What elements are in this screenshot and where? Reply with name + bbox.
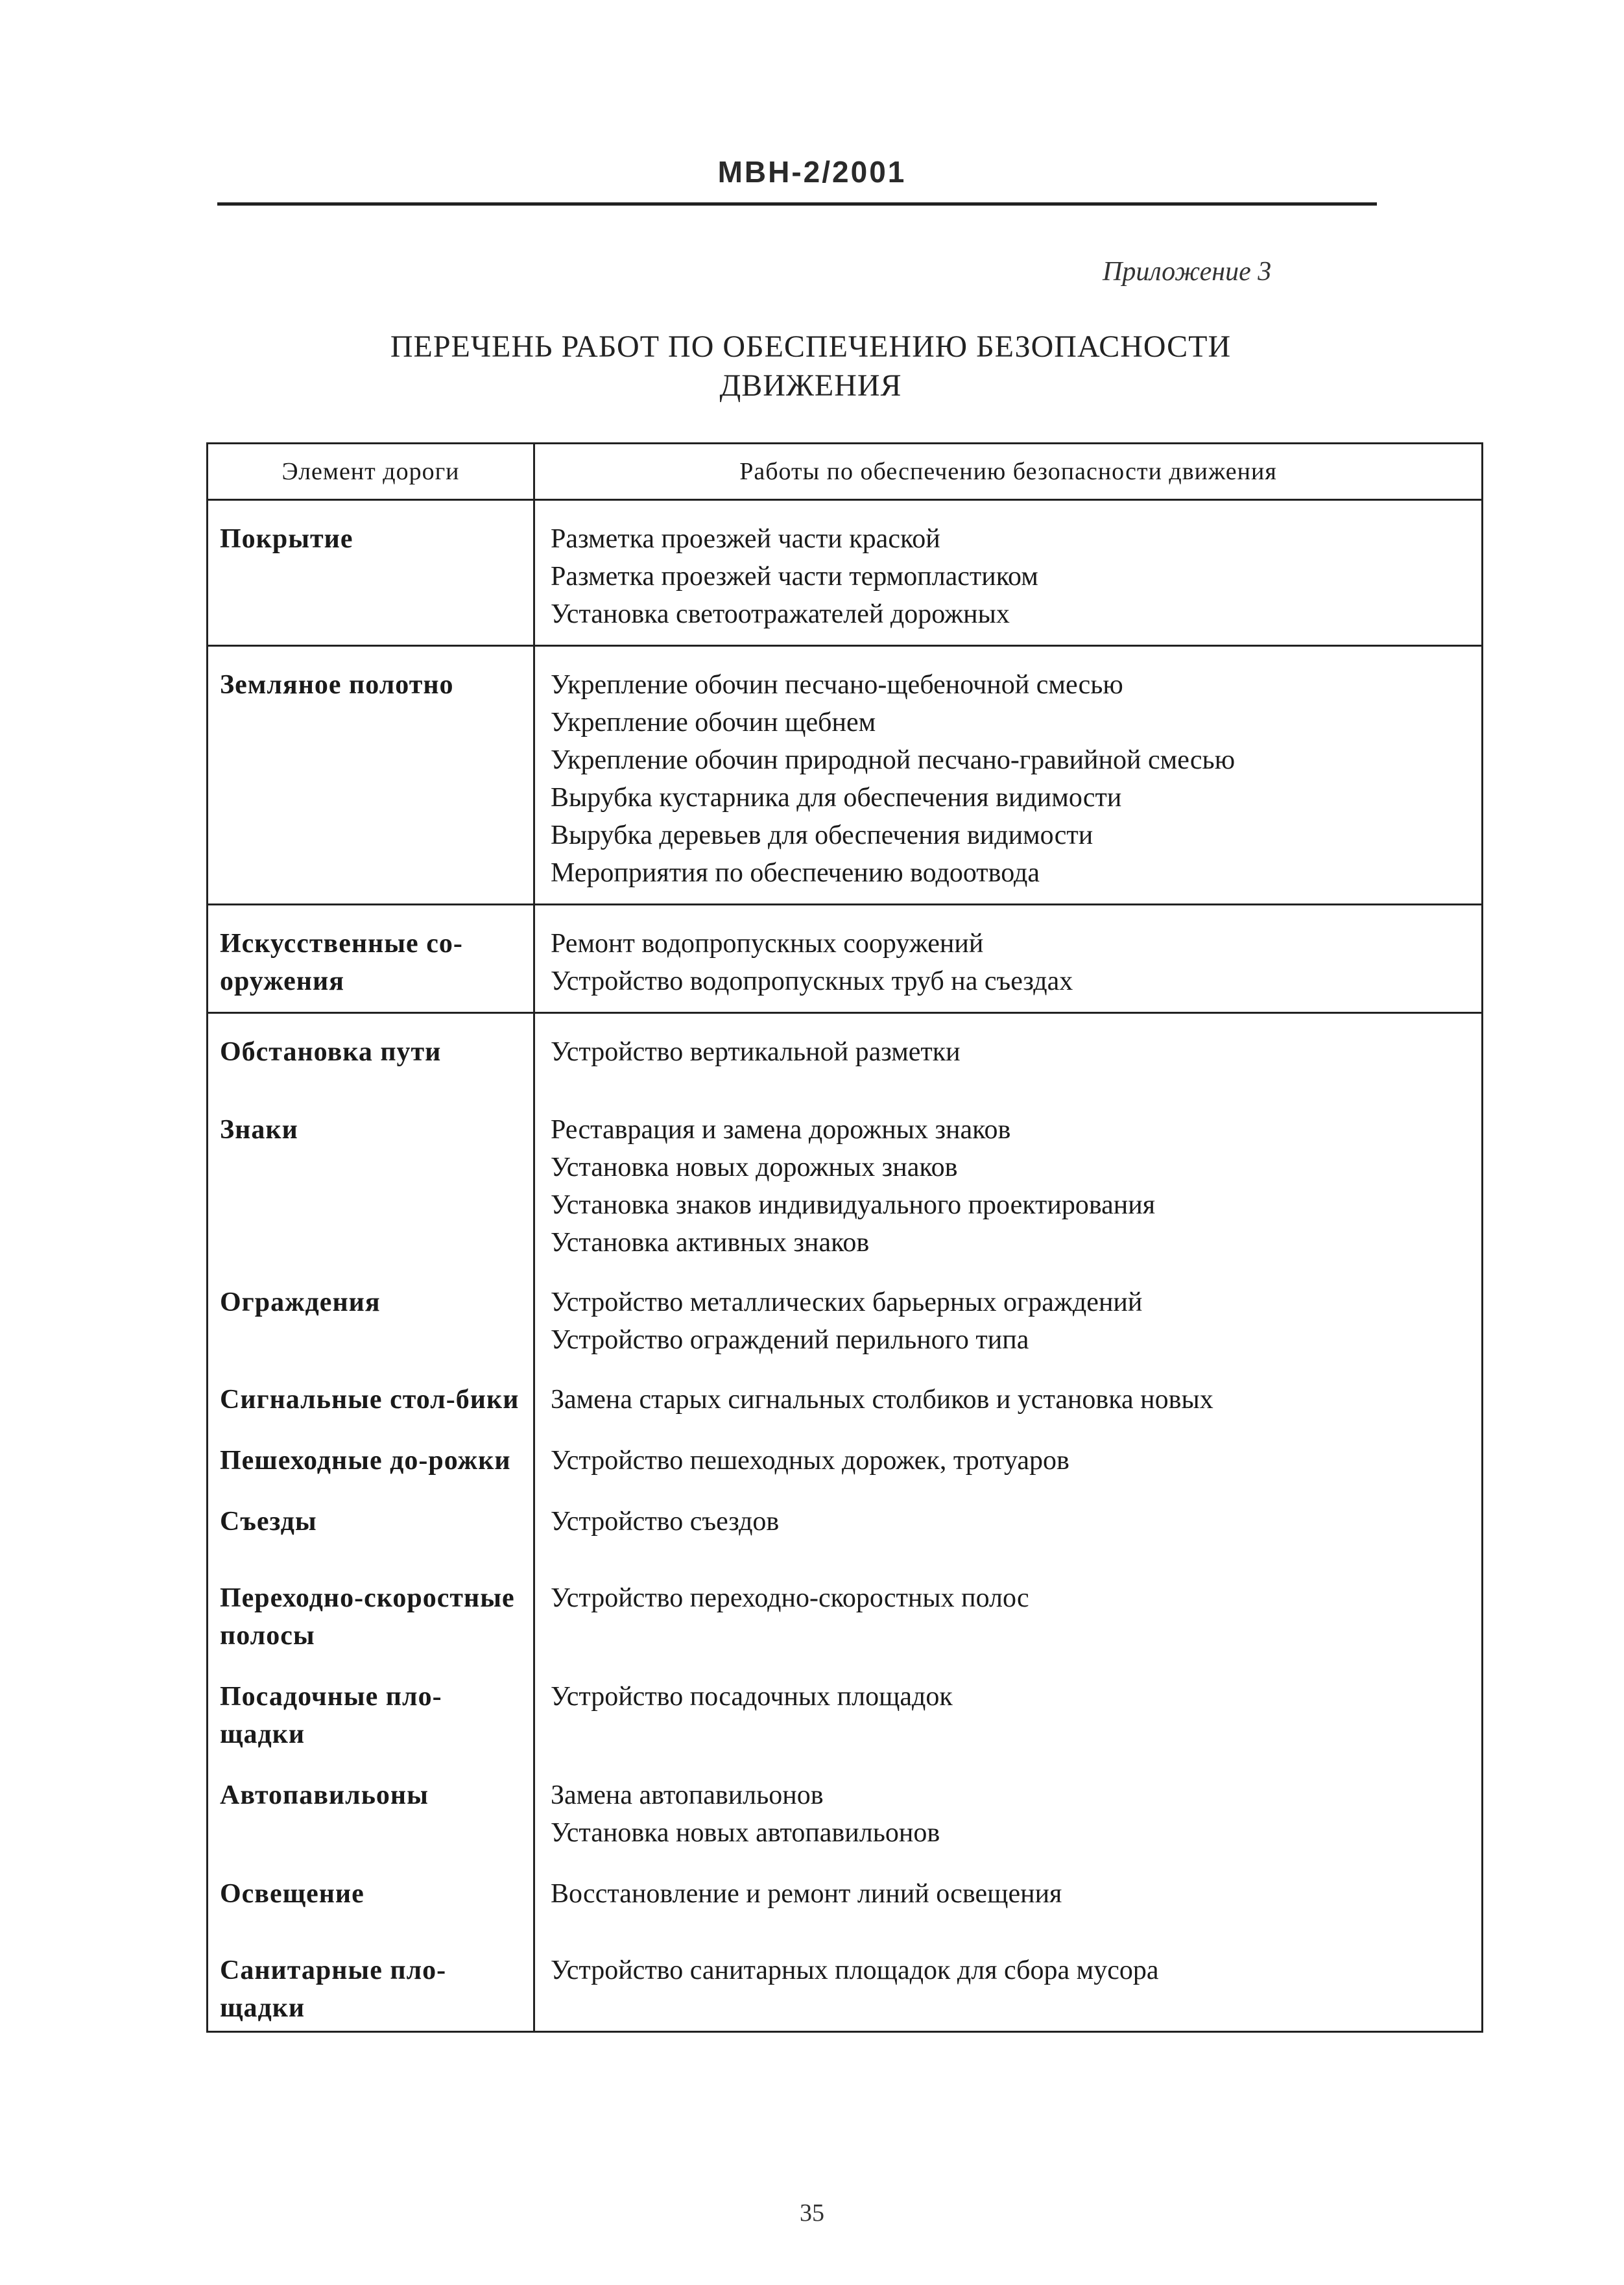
work-item: Установка светоотражателей дорожных	[551, 599, 1010, 629]
road-element: Ограждения	[208, 1284, 534, 1381]
work-item: Замена автопавильонов	[551, 1780, 824, 1810]
table-row	[208, 1952, 1483, 2032]
work-item: Устройство посадочных площадок	[551, 1682, 953, 1712]
road-element: Пешеходные до-рожки	[208, 1442, 534, 1503]
works-list	[534, 500, 1483, 646]
road-element: Санитарные пло-щадки	[208, 1952, 534, 2032]
road-element: Съезды	[208, 1503, 534, 1579]
work-item: Устройство водопропускных труб на съездах	[551, 966, 1073, 996]
works-list	[534, 1678, 1483, 1777]
works-list	[534, 1111, 1483, 1284]
road-element: Переходно-скоростные полосы	[208, 1579, 534, 1678]
work-item: Разметка проезжей части краской	[551, 524, 940, 554]
table-row	[208, 1678, 1483, 1777]
table-row	[208, 500, 1483, 646]
road-element: Освещение	[208, 1875, 534, 1952]
work-item: Мероприятия по обеспечению водоотвода	[551, 858, 1040, 888]
work-item: Укрепление обочин природной песчано-гравийной смесью	[551, 745, 1236, 775]
table-row	[208, 1111, 1483, 1284]
road-element: Посадочные пло-щадки	[208, 1678, 534, 1777]
table-row	[208, 1777, 1483, 1875]
work-item: Устройство переходно-скоростных полос	[551, 1583, 1029, 1613]
work-item: Вырубка кустарника для обеспечения видимости	[551, 783, 1122, 813]
road-element: Земляное полотно	[208, 646, 534, 905]
work-item: Устройство пешеходных дорожек, тротуаров	[551, 1446, 1069, 1476]
page-title	[195, 328, 1427, 405]
table-row	[208, 1381, 1483, 1442]
document-code: МВН-2/2001	[717, 155, 907, 189]
work-item: Установка знаков индивидуального проектирования	[551, 1190, 1156, 1220]
work-item: Установка новых дорожных знаков	[551, 1153, 958, 1182]
works-list	[534, 1952, 1483, 2032]
works-list	[534, 1777, 1483, 1875]
work-item: Вырубка деревьев для обеспечения видимости	[551, 820, 1093, 850]
work-item: Устройство металлических барьерных ограждений	[551, 1287, 1143, 1317]
works-list	[534, 1442, 1483, 1503]
road-element: Покрытие	[208, 500, 534, 646]
road-element: Искусственные со-оружения	[208, 905, 534, 1013]
work-item: Устройство санитарных площадок для сбора мусора	[551, 1956, 1159, 1985]
road-element: Знаки	[208, 1111, 534, 1284]
work-item: Устройство вертикальной разметки	[551, 1037, 961, 1067]
column-header-works: Работы по обеспечению безопасности движения	[534, 444, 1483, 500]
work-item: Установка активных знаков	[551, 1228, 870, 1258]
works-list	[534, 646, 1483, 905]
road-element: Обстановка пути	[208, 1013, 534, 1112]
header-rule	[217, 202, 1377, 206]
works-list	[534, 1875, 1483, 1952]
table-row	[208, 1875, 1483, 1952]
road-element: Сигнальные стол-бики	[208, 1381, 534, 1442]
works-list	[534, 905, 1483, 1013]
title-line-1: ПЕРЕЧЕНЬ РАБОТ ПО ОБЕСПЕЧЕНИЮ БЕЗОПАСНОСТИ	[390, 329, 1232, 364]
table-row	[208, 1284, 1483, 1381]
work-item: Разметка проезжей части термопластиком	[551, 562, 1038, 592]
work-item: Установка новых автопавильонов	[551, 1818, 940, 1848]
table-row	[208, 905, 1483, 1013]
table-row	[208, 1442, 1483, 1503]
column-header-element: Элемент дороги	[208, 444, 534, 500]
table-row	[208, 1503, 1483, 1579]
works-list	[534, 1503, 1483, 1579]
work-item: Замена старых сигнальных столбиков и установка новых	[551, 1385, 1213, 1415]
work-item: Укрепление обочин щебнем	[551, 708, 876, 737]
works-list	[534, 1284, 1483, 1381]
table-row	[208, 1013, 1483, 1112]
table-header-row	[208, 444, 1483, 500]
work-item: Ремонт водопропускных сооружений	[551, 929, 984, 959]
works-table	[206, 442, 1483, 2033]
work-item: Реставрация и замена дорожных знаков	[551, 1115, 1011, 1145]
work-item: Устройство съездов	[551, 1507, 780, 1537]
appendix-label: Приложение 3	[1103, 257, 1272, 287]
works-list	[534, 1579, 1483, 1678]
table-row	[208, 1579, 1483, 1678]
work-item: Восстановление и ремонт линий освещения	[551, 1879, 1062, 1909]
works-list	[534, 1013, 1483, 1112]
work-item: Устройство ограждений перильного типа	[551, 1325, 1029, 1355]
works-list	[534, 1381, 1483, 1442]
title-line-2: ДВИЖЕНИЯ	[719, 368, 902, 403]
work-item: Укрепление обочин песчано-щебеночной смесью	[551, 670, 1123, 700]
table-row	[208, 646, 1483, 905]
page-number: 35	[800, 2199, 824, 2227]
road-element: Автопавильоны	[208, 1777, 534, 1875]
